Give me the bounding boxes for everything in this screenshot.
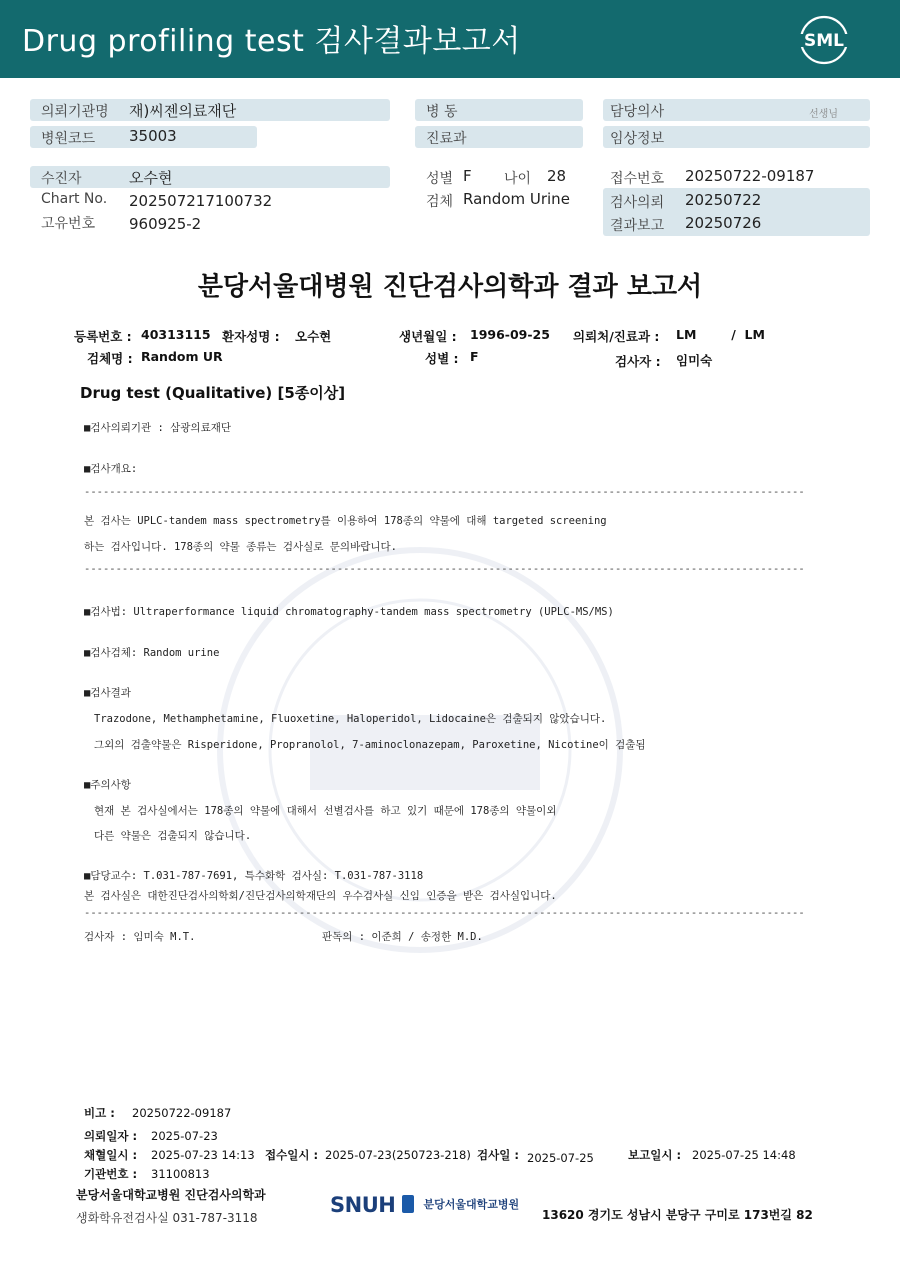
method-line: ■검사법: Ultraperformance liquid chromatography-tandem mass spectrometry (UPLC-MS/MS) [84,606,614,618]
patient-value: 오수현 [129,169,173,187]
org-line: ■검사의뢰기관 : 삼광의료재단 [84,422,232,434]
certification-line: 본 검사실은 대한진단검사의학회/진단검사의학재단의 우수검사실 신임 인증을 받은 검사실입니다. [84,890,557,902]
caution-heading: ■주의사항 [84,779,131,791]
sex-value: F [463,167,472,185]
signature-tester: 검사자 : 임미숙 M.T. [84,931,196,943]
specimen-line: ■검사검체: Random urine [84,647,220,659]
snuh-emblem-icon [402,1195,414,1213]
remark-label: 비고 : [84,1106,115,1120]
sml-logo [796,14,852,66]
result-text-2: 그외의 검출약물은 Risperidone, Propranolol, 7-aminoclonazepam, Paroxetine, Nicotine이 검출됨 [94,739,646,751]
test-name: Drug test (Qualitative) [5종이상] [80,384,346,402]
patient-label: 수진자 [41,171,82,187]
institution-value: 31100813 [151,1167,210,1181]
caution-text-2: 다른 약물은 검출되지 않습니다. [94,830,252,842]
report-title: 분당서울대병원 진단검사의학과 결과 보고서 [197,272,703,302]
requesting-org-label: 의뢰기관명 [41,104,109,120]
unique-id-label: 고유번호 [41,216,96,232]
request-value: 2025-07-23 [151,1129,218,1143]
tester-value: 임미숙 [676,353,713,368]
lab-name: 생화학유전검사실 031-787-3118 [76,1211,258,1225]
report-time-label: 보고일시 : [628,1148,682,1162]
report-date-label: 결과보고 [610,218,665,234]
patient-name-value: 오수현 [295,329,332,344]
reg-no-label: 등록번호 : [74,329,132,344]
caution-text-1: 현재 본 검사실에서는 178종의 약물에 대해서 선별검사를 하고 있기 때문에 178종의 약물이외 [94,805,557,817]
result-text-1: Trazodone, Methamphetamine, Fluoxetine, Haloperidol, Lidocaine은 검출되지 않았습니다. [94,713,607,725]
chart-value: 202507217100732 [129,192,273,210]
overview-heading: ■검사개요: [84,463,138,475]
receipt-time-label: 접수일시 : [265,1148,319,1162]
specimen-value: Random Urine [463,190,570,208]
page-title: Drug profiling test 검사결과보고서 [22,24,521,59]
unique-id-value: 960925-2 [129,215,202,233]
collection-value: 2025-07-23 14:13 [151,1148,255,1162]
reg-no-value: 40313115 [141,327,211,342]
snuh-logo-text: SNUH [330,1193,396,1217]
report-time-value: 2025-07-25 14:48 [692,1148,796,1162]
request-date-value: 20250722 [685,191,762,209]
address: 13620 경기도 성남시 분당구 구미로 173번길 82 [542,1208,813,1222]
hospital-code-value: 35003 [129,127,177,145]
specimen-name-label: 검체명 : [87,351,133,366]
test-date-label: 검사일 : [477,1148,519,1162]
report-sex-label: 성별 : [425,351,459,366]
requesting-org-value: 재)씨젠의료재단 [129,102,237,120]
birth-value: 1996-09-25 [470,327,550,342]
referral-dept-value: LM / LM [676,327,765,342]
header-bar [0,0,900,78]
doctor-label: 담당의사 [610,104,665,120]
receipt-time-value: 2025-07-23(250723-218) [325,1148,471,1162]
result-heading: ■검사결과 [84,687,131,699]
receipt-no-label: 접수번호 [610,171,665,187]
divider-line: ------------------------------------------------------------------------------------------------------------------ [84,907,805,919]
overview-text-2: 하는 검사입니다. 178종의 약물 종류는 검사실로 문의바랍니다. [84,541,397,553]
birth-label: 생년월일 : [399,329,457,344]
age-label: 나이 [504,171,532,187]
report-sex-value: F [470,349,479,364]
patient-row [30,166,390,188]
tester-label: 검사자 : [615,354,661,369]
report-date-value: 20250726 [685,214,762,232]
specimen-label: 검체 [426,194,454,210]
snuh-logo [330,1193,519,1223]
department-name: 분당서울대학교병원 진단검사의학과 [76,1188,266,1202]
hospital-code-label: 병원코드 [41,131,96,147]
request-label: 의뢰일자 : [84,1129,138,1143]
snuh-hospital-name: 분당서울대학교병원 [423,1198,520,1211]
overview-text-1: 본 검사는 UPLC-tandem mass spectrometry를 이용하여 178종의 약물에 대해 targeted screening [84,515,607,527]
chart-label: Chart No. [41,191,108,207]
request-date-label: 검사의뢰 [610,195,665,211]
department-label: 진료과 [426,131,467,147]
receipt-no-value: 20250722-09187 [685,167,815,185]
institution-label: 기관번호 : [84,1167,138,1181]
divider-line: ------------------------------------------------------------------------------------------------------------------ [84,486,805,498]
sex-label: 성별 [426,171,454,187]
divider-line: ------------------------------------------------------------------------------------------------------------------ [84,563,805,575]
doctor-suffix: 선생님 [809,109,838,120]
referral-dept-label: 의뢰처/진료과 : [573,329,660,344]
collection-label: 채혈일시 : [84,1148,138,1162]
remark-value: 20250722-09187 [132,1106,232,1120]
ward-label: 병 동 [426,104,458,120]
clinical-info-label: 임상정보 [610,131,665,147]
specimen-name-value: Random UR [141,349,223,364]
sml-logo-text: SML [804,31,844,51]
contact-line: ■담당교수: T.031-787-7691, 특수화학 검사실: T.031-787-3118 [84,870,424,882]
test-date-value: 2025-07-25 [527,1151,594,1165]
patient-name-label: 환자성명 : [222,329,280,344]
signature-reader: 판독의 : 이준희 / 송정한 M.D. [322,931,483,943]
age-value: 28 [547,167,567,185]
